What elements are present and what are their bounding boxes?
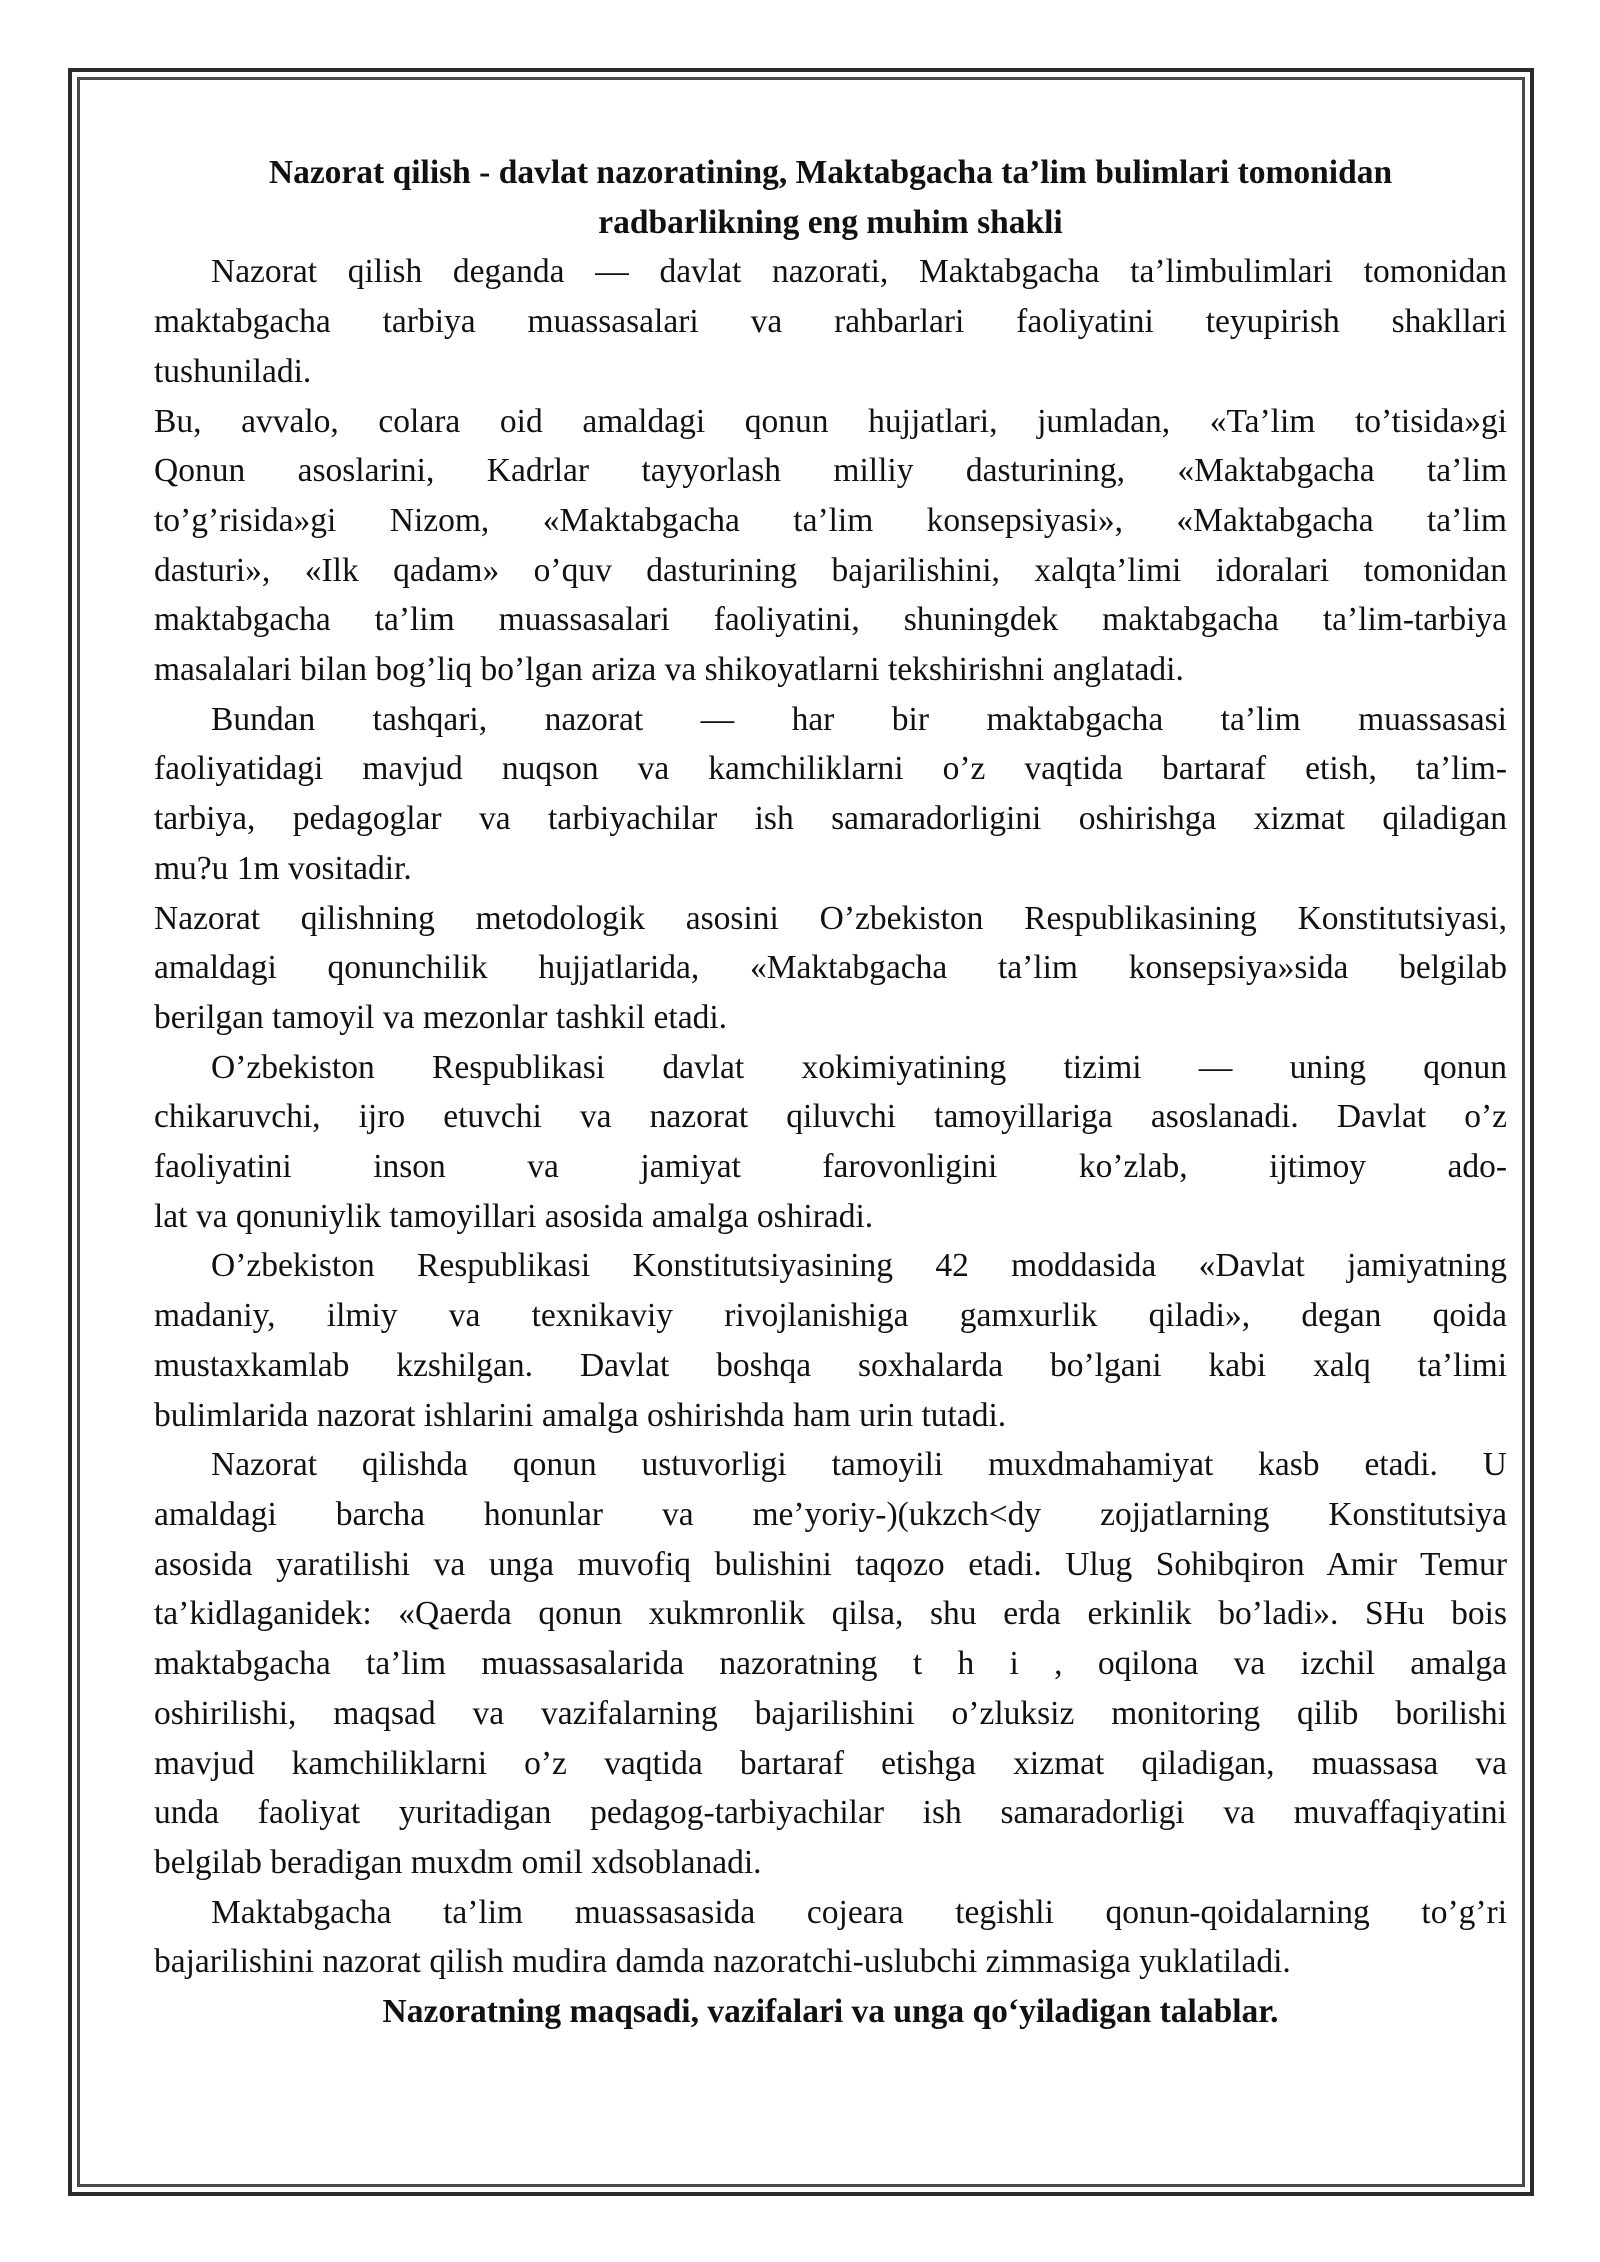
- text-line: maktabgacha ta’lim muassasalarida nazoratning t h i , oqilona va izchil amalga: [154, 1645, 1507, 1683]
- text-line: Bu, avvalo, colara oid amaldagi qonun hujjatlari, jumladan, «Ta’lim to’tisida»gi: [154, 402, 1507, 440]
- document-body: [154, 148, 1507, 2037]
- text-line: ta’kidlaganidek: «Qaerda qonun xukmronlik qilsa, shu erda erkinlik bo’ladi». SHu bois: [154, 1595, 1507, 1633]
- paragraph-container: [154, 247, 1507, 1987]
- text-line: bulimlarida nazorat ishlarini amalga oshirishda ham urin tutadi.: [154, 1396, 1007, 1434]
- text-line: Maktabgacha ta’lim muassasasida cojeara tegishli qonun-qoidalarning to’g’ri: [211, 1893, 1507, 1931]
- text-line: mustaxkamlab kzshilgan. Davlat boshqa soxhalarda bo’lgani kabi xalq ta’limi: [154, 1346, 1507, 1384]
- paragraph: [154, 247, 1507, 396]
- document-title: [154, 148, 1507, 247]
- text-line: asosida yaratilishi va unga muvofiq bulishini taqozo etadi. Ulug Sohibqiron Amir Temur: [154, 1545, 1507, 1583]
- paragraph: [154, 1440, 1507, 1887]
- text-line: unda faoliyat yuritadigan pedagog-tarbiyachilar ish samaradorligi va muvaffaqiyatini: [154, 1794, 1507, 1832]
- text-line: O’zbekiston Respublikasi Konstitutsiyasining 42 moddasida «Davlat jamiyatning: [211, 1247, 1507, 1285]
- text-line: Nazorat qilishning metodologik asosini O’zbekiston Respublikasining Konstitutsiyasi,: [154, 899, 1507, 937]
- text-line: faoliyatini inson va jamiyat farovonligini ko’zlab, ijtimoy ado-: [154, 1148, 1507, 1186]
- paragraph: [154, 894, 1507, 1043]
- text-line: mu?u 1m vositadir.: [154, 849, 412, 887]
- text-line: bajarilishini nazorat qilish mudira damda nazoratchi-uslubchi zimmasiga yuklatiladi.: [154, 1943, 1291, 1981]
- text-line: maktabgacha ta’lim muassasalari faoliyatini, shuningdek maktabgacha ta’lim-tarbiya: [154, 601, 1507, 639]
- text-line: amaldagi barcha honunlar va me’yoriy-)(ukzch<dy zojjatlarning Konstitutsiya: [154, 1495, 1507, 1533]
- text-line: O’zbekiston Respublikasi davlat xokimiyatining tizimi — uning qonun: [211, 1048, 1507, 1086]
- paragraph: [154, 695, 1507, 894]
- paragraph: [154, 1043, 1507, 1242]
- text-line: Bundan tashqari, nazorat — har bir maktabgacha ta’lim muassasasi: [211, 700, 1507, 738]
- text-line: chikaruvchi, ijro etuvchi va nazorat qiluvchi tamoyillariga asoslanadi. Davlat o’z: [154, 1098, 1507, 1136]
- text-line: masalalari bilan bog’liq bo’lgan ariza va shikoyatlarni tekshirishni anglatadi.: [154, 651, 1184, 689]
- text-line: oshirilishi, maqsad va vazifalarning bajarilishini o’zluksiz monitoring qilib borilishi: [154, 1694, 1507, 1732]
- text-line: madaniy, ilmiy va texnikaviy rivojlanishiga gamxurlik qiladi», degan qoida: [154, 1297, 1507, 1335]
- paragraph: [154, 1888, 1507, 1987]
- text-line: tushuniladi.: [154, 352, 312, 390]
- title-line: radbarlikning eng muhim shakli: [598, 203, 1063, 241]
- paragraph: [154, 397, 1507, 695]
- text-line: mavjud kamchiliklarni o’z vaqtida bartaraf etishga xizmat qiladigan, muassasa va: [154, 1744, 1507, 1782]
- text-line: faoliyatidagi mavjud nuqson va kamchiliklarni o’z vaqtida bartaraf etish, ta’lim-: [154, 750, 1507, 788]
- text-line: belgilab beradigan muxdm omil xdsoblanadi.: [154, 1843, 762, 1881]
- paragraph: [154, 1241, 1507, 1440]
- text-line: amaldagi qonunchilik hujjatlarida, «Maktabgacha ta’lim konsepsiya»sida belgilab: [154, 949, 1507, 987]
- text-line: Nazorat qilishda qonun ustuvorligi tamoyili muxdmahamiyat kasb etadi. U: [211, 1446, 1507, 1484]
- text-line: lat va qonuniylik tamoyillari asosida amalga oshiradi.: [154, 1197, 874, 1235]
- text-line: to’g’risida»gi Nizom, «Maktabgacha ta’lim konsepsiyasi», «Maktabgacha ta’lim: [154, 501, 1507, 539]
- title-line: Nazorat qilish - davlat nazoratining, Maktabgacha ta’lim bulimlari tomonidan: [268, 154, 1393, 191]
- text-line: Nazorat qilish deganda — davlat nazorati, Maktabgacha ta’limbulimlari tomonidan: [211, 253, 1507, 291]
- text-line: dasturi», «Ilk qadam» o’quv dasturining bajarilishini, xalqta’limi idoralari tomonidan: [154, 551, 1507, 589]
- text-line: tarbiya, pedagoglar va tarbiyachilar ish samaradorligini oshirishga xizmat qiladigan: [154, 800, 1507, 838]
- text-line: berilgan tamoyil va mezonlar tashkil etadi.: [154, 998, 728, 1036]
- text-line: Qonun asoslarini, Kadrlar tayyorlash milliy dasturining, «Maktabgacha ta’lim: [154, 452, 1507, 490]
- text-line: maktabgacha tarbiya muassasalari va rahbarlari faoliyatini teyupirish shakllari: [154, 303, 1507, 341]
- section-heading: Nazoratning maqsadi, vazifalari va unga qo‘yiladigan talablar.: [382, 1993, 1279, 2031]
